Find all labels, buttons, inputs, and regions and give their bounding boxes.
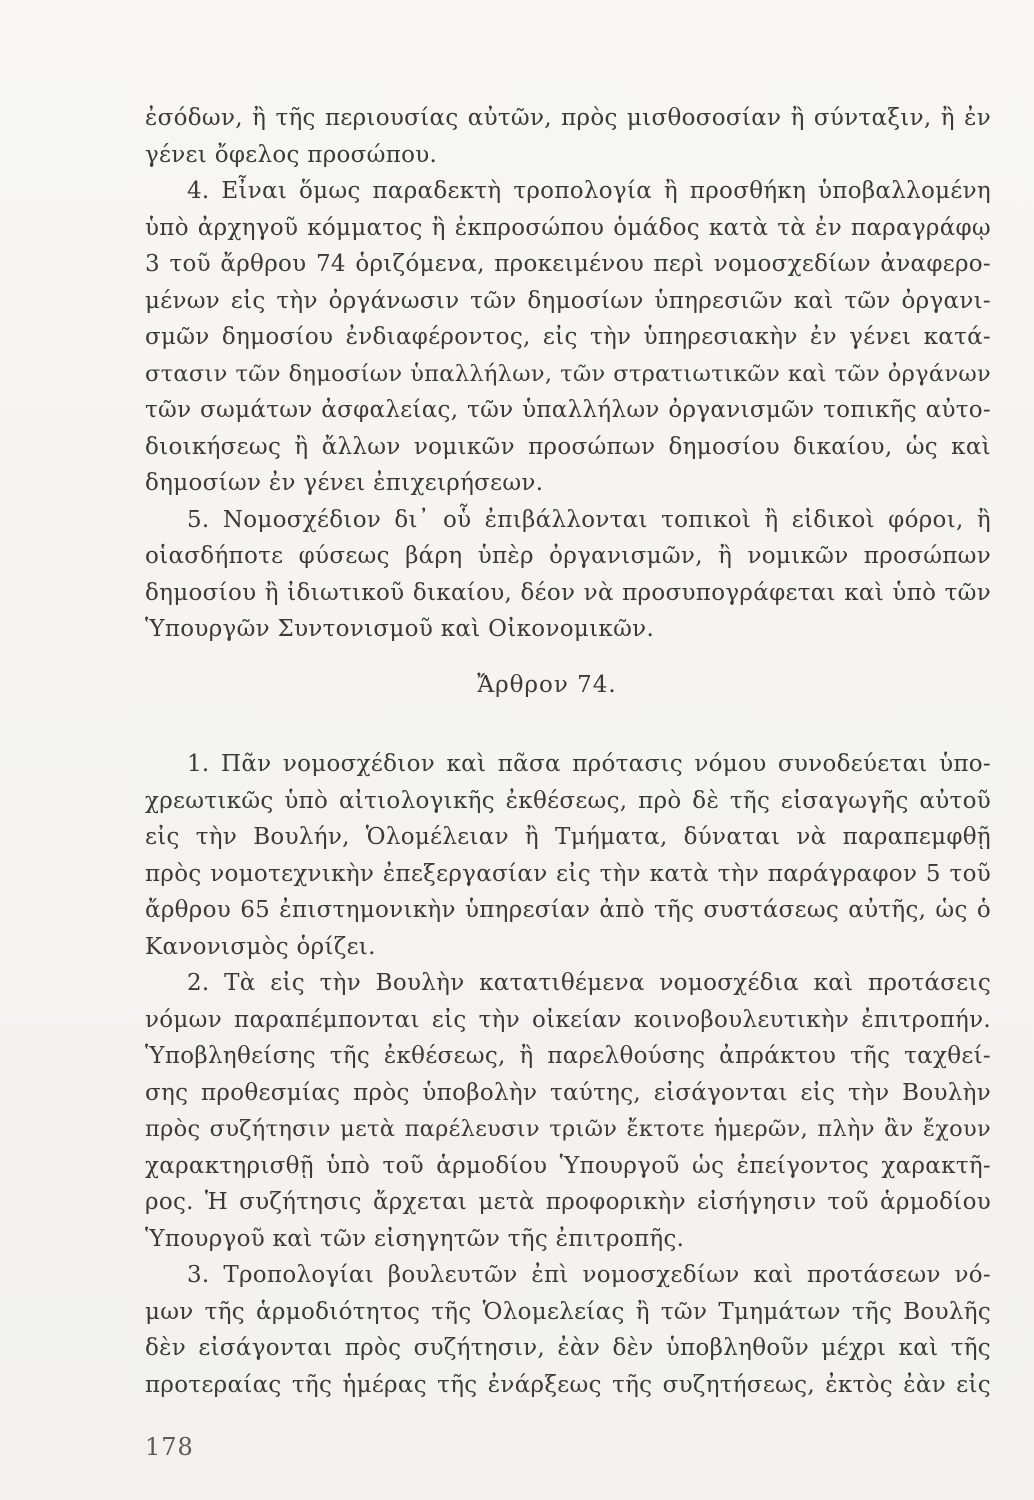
text-line: χρεωτικῶς ὑπὸ αἰτιολογικῆς ἐκθέσεως, πρὸ δὲ τῆς εἰσαγωγῆς αὐτοῦ (145, 787, 991, 814)
text-line: δημοσίων ἐν γένει ἐπιχειρήσεων. (145, 470, 544, 496)
text-line: νόμων παραπέμπονται εἰς τὴν οἰκείαν κοινοβουλευτικὴν ἐπιτροπήν. (145, 1006, 991, 1033)
text-line: 3 τοῦ ἄρθρου 74 ὁριζόμενα, προκειμένου περὶ νομοσχεδίων ἀναφερο- (145, 251, 991, 277)
text-line: Ὑποβληθείσης τῆς ἐκθέσεως, ἢ παρελθούσης ἀπράκτου τῆς ταχθεί- (145, 1043, 991, 1069)
paragraph-3-start: 3. Τροπολογίαι βουλευτῶν ἐπὶ νομοσχεδίων καὶ προτάσεων νό- (187, 1262, 991, 1288)
text-line: Ὑπουργῶν Συντονισμοῦ καὶ Οἰκονομικῶν. (145, 616, 655, 642)
text-line: σμῶν δημοσίου ἐνδιαφέροντος, εἰς τὴν ὑπηρεσιακὴν ἐν γένει κατά- (145, 324, 991, 350)
text-line: διοικήσεως ἢ ἄλλων νομικῶν προσώπων δημοσίου δικαίου, ὡς καὶ (145, 433, 991, 460)
text-line: δημοσίου ἢ ἰδιωτικοῦ δικαίου, δέον νὰ προσυπογράφεται καὶ ὑπὸ τῶν (145, 579, 991, 606)
text-line: γένει ὄφελος προσώπου. (145, 141, 438, 168)
article-heading: Ἄρθρον 74. (477, 672, 617, 698)
paragraph-2-start: 2. Τὰ εἰς τὴν Βουλὴν κατατιθέμενα νομοσχέδια καὶ προτάσεις (187, 970, 991, 996)
text-line: πρὸς νομοτεχνικὴν ἐπεξεργασίαν εἰς τὴν κατὰ τὴν παράγραφον 5 τοῦ (145, 860, 991, 887)
text-line: προτεραίας τῆς ἡμέρας τῆς ἐνάρξεως τῆς συζητήσεως, ἐκτὸς ἐὰν εἰς (145, 1371, 991, 1398)
text-line: πρὸς συζήτησιν μετὰ παρέλευσιν τριῶν ἔκτοτε ἡμερῶν, πλὴν ἂν ἔχουν (145, 1116, 991, 1142)
page-number: 178 (145, 1433, 194, 1461)
text-line: σης προθεσμίας πρὸς ὑποβολὴν ταύτης, εἰσάγονται εἰς τὴν Βουλὴν (145, 1079, 991, 1106)
paragraph-1-start: 1. Πᾶν νομοσχέδιον καὶ πᾶσα πρότασις νόμου συνοδεύεται ὑπο- (187, 751, 991, 777)
text-line: ἄρθρου 65 ἐπιστημονικὴν ὑπηρεσίαν ἀπὸ τῆς συστάσεως αὐτῆς, ὡς ὁ (145, 897, 991, 923)
text-line: ὑπὸ ἀρχηγοῦ κόμματος ἢ ἐκπροσώπου ὁμάδος κατὰ τὰ ἐν παραγράφῳ (145, 214, 991, 241)
text-line: χαρακτηρισθῇ ὑπὸ τοῦ ἁρμοδίου Ὑπουργοῦ ὡς ἐπείγοντος χαρακτῆ- (145, 1152, 991, 1179)
paragraph-4-start: 4. Εἶναι ὅμως παραδεκτὴ τροπολογία ἢ προσθήκη ὑποβαλλομένη (187, 178, 991, 204)
paragraph-5-start: 5. Νομοσχέδιον δι᾽ οὗ ἐπιβάλλονται τοπικοὶ ἢ εἰδικοὶ φόροι, ἢ (187, 506, 991, 533)
text-line: τῶν σωμάτων ἀσφαλείας, τῶν ὑπαλλήλων ὀργανισμῶν τοπικῆς αὐτο- (145, 397, 991, 423)
text-line: ἐσόδων, ἢ τῆς περιουσίας αὐτῶν, πρὸς μισθοσοσίαν ἢ σύνταξιν, ἢ ἐν (145, 105, 991, 131)
text-block-article-74 (145, 746, 991, 1403)
text-line: δὲν εἰσάγονται πρὸς συζήτησιν, ἐὰν δὲν ὑποβληθοῦν μέχρι καὶ τῆς (145, 1335, 991, 1361)
text-line: στασιν τῶν δημοσίων ὑπαλλήλων, τῶν στρατιωτικῶν καὶ τῶν ὀργάνων (145, 360, 991, 387)
text-line: μένων εἰς τὴν ὀργάνωσιν τῶν δημοσίων ὑπηρεσιῶν καὶ τῶν ὀργανι- (145, 287, 991, 314)
text-line: μων τῆς ἁρμοδιότητος τῆς Ὁλομελείας ἢ τῶν Τμημάτων τῆς Βουλῆς (145, 1298, 991, 1325)
text-block-upper (145, 100, 991, 648)
text-line: Ὑπουργοῦ καὶ τῶν εἰσηγητῶν τῆς ἐπιτροπῆς. (145, 1225, 685, 1252)
text-line: Κανονισμὸς ὁρίζει. (145, 933, 376, 960)
text-line: οἱασδήποτε φύσεως βάρη ὑπὲρ ὀργανισμῶν, ἢ νομικῶν προσώπων (145, 543, 991, 569)
text-line: ρος. Ἡ συζήτησις ἄρχεται μετὰ προφορικὴν εἰσήγησιν τοῦ ἁρμοδίου (145, 1189, 991, 1215)
text-line: εἰς τὴν Βουλήν, Ὁλομέλειαν ἢ Τμήματα, δύναται νὰ παραπεμφθῇ (145, 824, 991, 850)
